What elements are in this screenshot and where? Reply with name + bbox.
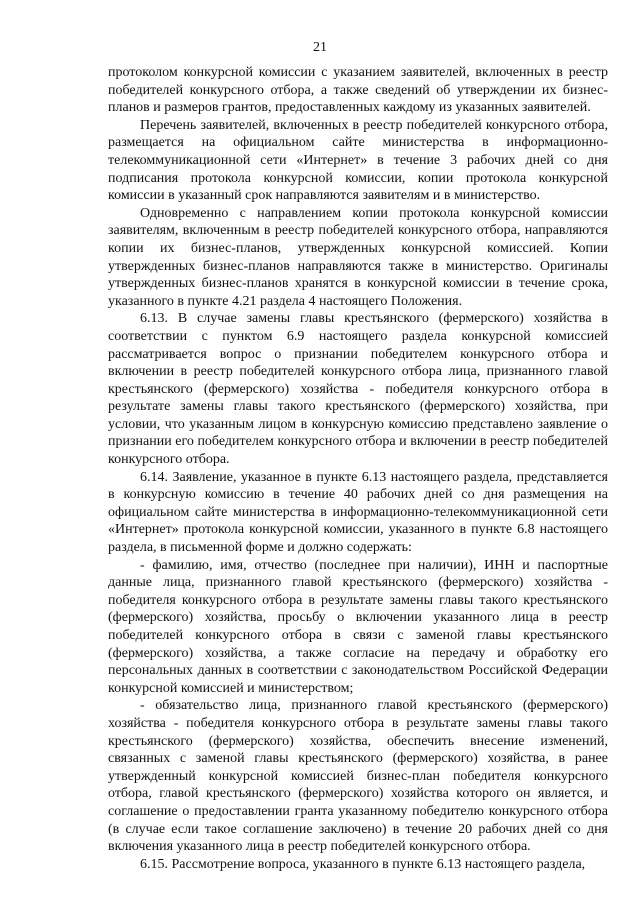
paragraph-6-13: 6.13. В случае замены главы крестьянского (фермерского) хозяйства в соответствии с пунктом 6.9 настоящего раздела конкурсной комиссией рассматривается вопрос о признании победителем конкурсного отбора и включении в реестр победителей конкурсного отбора лица, признанного главой крестьянского (фермерского) хозяйства - победителя конкурсного отбора в результате замены главы такого крестьянского (фермерского) хозяйства, при условии, что указанным лицом в конкурсную комиссию представлено заявление о признании его победителем конкурсного отбора и включении в реестр победителей конкурсного отбора.: [108, 311, 608, 468]
paragraph-winners-list: Перечень заявителей, включенных в реестр победителей конкурсного отбора, размещается на официальном сайте министерства в информационно-телекоммуникационной сети «Интернет» в течение 3 рабочих дней со дня подписания протокола конкурсной комиссии, копии протокола конкурсной комиссии в указанный срок направляются заявителям и в министерство.: [108, 117, 608, 204]
list-item-obligation: - обязательство лица, признанного главой крестьянского (фермерского) хозяйства - победителя конкурсного отбора в результате замены главы такого крестьянского (фермерского) хозяйства, обеспечить внесение изменений, связанных с заменой главы крестьянского (фермерского) хозяйства, в ранее утвержденный конкурсной комиссией бизнес-план победителя конкурсного отбора, главой крестьянского (фермерского) хозяйства которого он является, и соглашение о предоставлении гранта указанному победителю конкурсного отбора (в случае если такое соглашение заключено) в течение 20 рабочих дней со дня включения указанного лица в реестр победителей конкурсного отбора.: [108, 698, 608, 855]
document-body: [108, 64, 608, 873]
paragraph-6-14: 6.14. Заявление, указанное в пункте 6.13 настоящего раздела, представляется в конкурсную комиссию в течение 40 рабочих дней со дня размещения на официальном сайте министерства в информационно-телекоммуникационной сети «Интернет» протокола конкурсной комиссии, указанного в пункте 6.8 настоящего раздела, в письменной форме и должно содержать:: [108, 469, 608, 556]
page-number: 21: [313, 40, 327, 55]
paragraph-protocol-continuation: протоколом конкурсной комиссии с указанием заявителей, включенных в реестр победителей конкурсного отбора, а также сведений об утверждении их бизнес-планов и размеров грантов, предоставленных каждому из указанных заявителей.: [108, 65, 608, 116]
paragraph-business-plans: Одновременно с направлением копии протокола конкурсной комиссии заявителям, включенным в реестр победителей конкурсного отбора, направляются копии их бизнес-планов, утвержденных конкурсной комиссией. Копии утвержденных бизнес-планов направляются также в министерство. Оригиналы утвержденных бизнес-планов хранятся в конкурсной комиссии в течение срока, указанного в пункте 4.21 раздела 4 настоящего Положения.: [108, 205, 608, 309]
paragraph-6-15: 6.15. Рассмотрение вопроса, указанного в пункте 6.13 настоящего раздела,: [140, 856, 586, 872]
list-item-personal-data: - фамилию, имя, отчество (последнее при наличии), ИНН и паспортные данные лица, признанного главой крестьянского (фермерского) хозяйства - победителя конкурсного отбора в результате замены главы такого крестьянского (фермерского) хозяйства, просьбу о включении указанного лица в реестр победителей конкурсного отбора в связи с заменой главы крестьянского (фермерского) хозяйства, а также согласие на передачу и обработку его персональных данных в соответствии с законодательством Российской Федерации конкурсной комиссией и министерством;: [108, 557, 608, 696]
